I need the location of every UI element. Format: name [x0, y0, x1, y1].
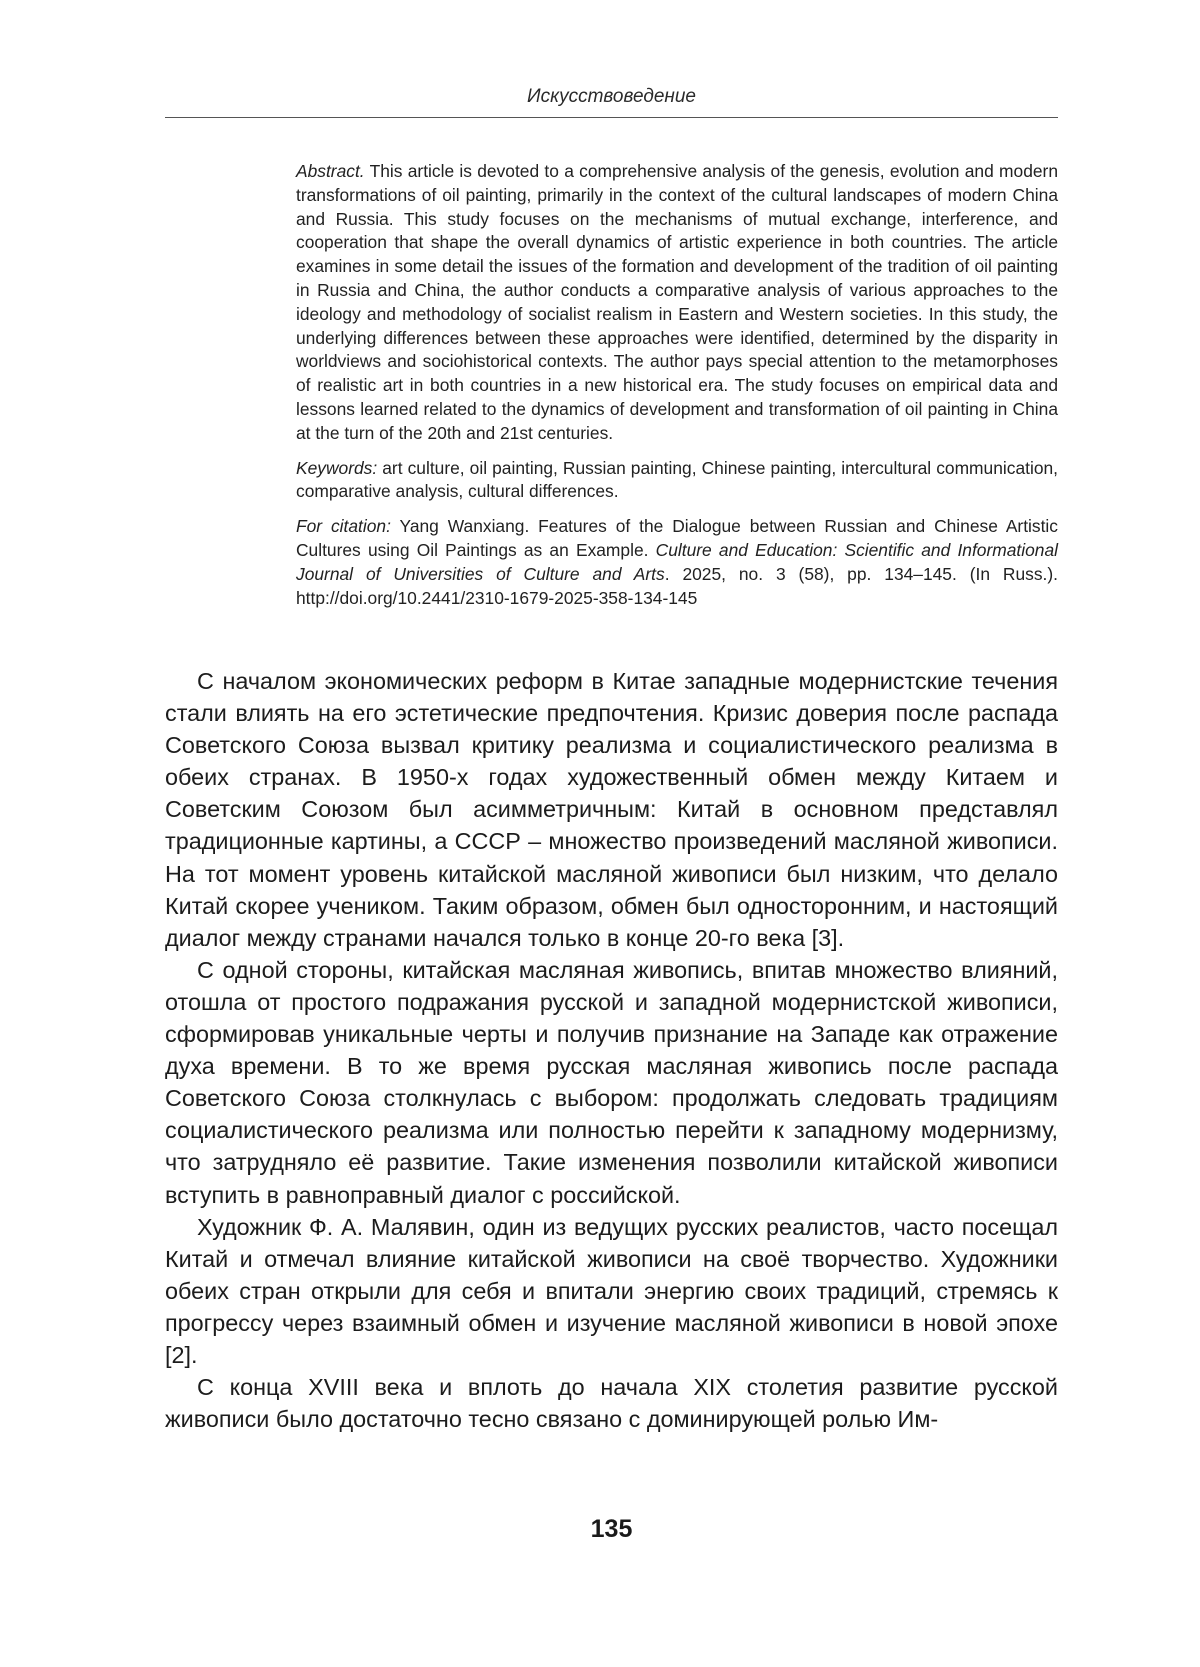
- keywords-paragraph: [296, 457, 1058, 505]
- header-divider: [165, 117, 1058, 118]
- abstract-block: [296, 160, 1058, 621]
- body-paragraph: Художник Ф. А. Малявин, один из ведущих русских реалистов, часто посещал Китай и отмечал влияние китайской живописи на своё творчество. Художники обеих стран открыли для себя и впитали энергию своих традиций, стремясь к прогрессу через взаимный обмен и изучение масляной живописи в новой эпохе [2].: [165, 1213, 1058, 1368]
- abstract-paragraph: [296, 160, 1058, 446]
- citation-journal: Culture and Education: Scientific and Informational Journal of Universities of Culture and Arts: [296, 539, 1058, 584]
- keywords-text: art culture, oil painting, Russian painting, Chinese painting, intercultural communication, comparative analysis, cultural differences.: [296, 457, 1058, 502]
- citation-text-after: . 2025, no. 3 (58), pp. 134–145. (In Russ.). http://doi.org/10.2441/2310-1679-2025-358-134-145: [296, 563, 1058, 608]
- citation-label: For citation:: [296, 516, 391, 537]
- abstract-text: This article is devoted to a comprehensive analysis of the genesis, evolution and modern transformations of oil painting, primarily in the context of the cultural landscapes of modern China and Russia. This study focuses on the mechanisms of mutual exchange, interference, and cooperation that shape the overall dynamics of artistic experience in both countries. The article examines in some detail the issues of the formation and development of the tradition of oil painting in Russia and China, the author conducts a comparative analysis of various approaches to the ideology and methodology of socialist realism in Eastern and Western societies. In this study, the underlying differences between these approaches were identified, determined by the disparity in worldviews and sociohistorical contexts. The author pays special attention to the metamorphoses of realistic art in both countries in a new historical era. The study focuses on empirical data and lessons learned related to the dynamics of development and transformation of oil painting in China at the turn of the 20th and 21st centuries.: [296, 161, 1058, 443]
- abstract-label: Abstract.: [296, 161, 365, 181]
- body-paragraph: С одной стороны, китайская масляная живопись, впитав множество влияний, отошла от простого подражания русской и западной модернистской живописи, сформировав уникальные черты и получив признание на Западе как отражение духа времени. В то же время русская масляная живопись после распада Советского Союза столкнулась с выбором: продолжать следовать традициям социалистического реализма или полностью перейти к западному модернизму, что затрудняло её развитие. Такие изменения позволили китайской живописи вступить в равноправный диалог с российской.: [165, 956, 1058, 1208]
- keywords-label: Keywords:: [296, 457, 378, 478]
- running-header: Искусствоведение: [527, 86, 696, 107]
- page-number: 135: [590, 1515, 633, 1543]
- citation-text-before: Yang Wanxiang. Features of the Dialogue between Russian and Chinese Artistic Cultures using Oil Paintings as an Example.: [296, 516, 1058, 560]
- citation-paragraph: [296, 515, 1058, 610]
- body-paragraph: С конца XVIII века и вплоть до начала XIX столетия развитие русской живописи было достаточно тесно связано с доминирующей ролью Им-: [165, 1374, 1058, 1433]
- body-paragraph: С началом экономических реформ в Китае западные модернистские течения стали влиять на его эстетические предпочтения. Кризис доверия после распада Советского Союза вызвал критику реализма и социалистического реализма в обеих странах. В 1950-х годах художественный обмен между Китаем и Советским Союзом был асимметричным: Китай в основном представлял традиционные картины, а СССР – множество произведений масляной живописи. На тот момент уровень китайской масляной живописи был низким, что делало Китай скорее учеником. Таким образом, обмен был односторонним, и настоящий диалог между странами начался только в конце 20-го века [3].: [165, 668, 1058, 951]
- body-text: [165, 665, 1058, 1435]
